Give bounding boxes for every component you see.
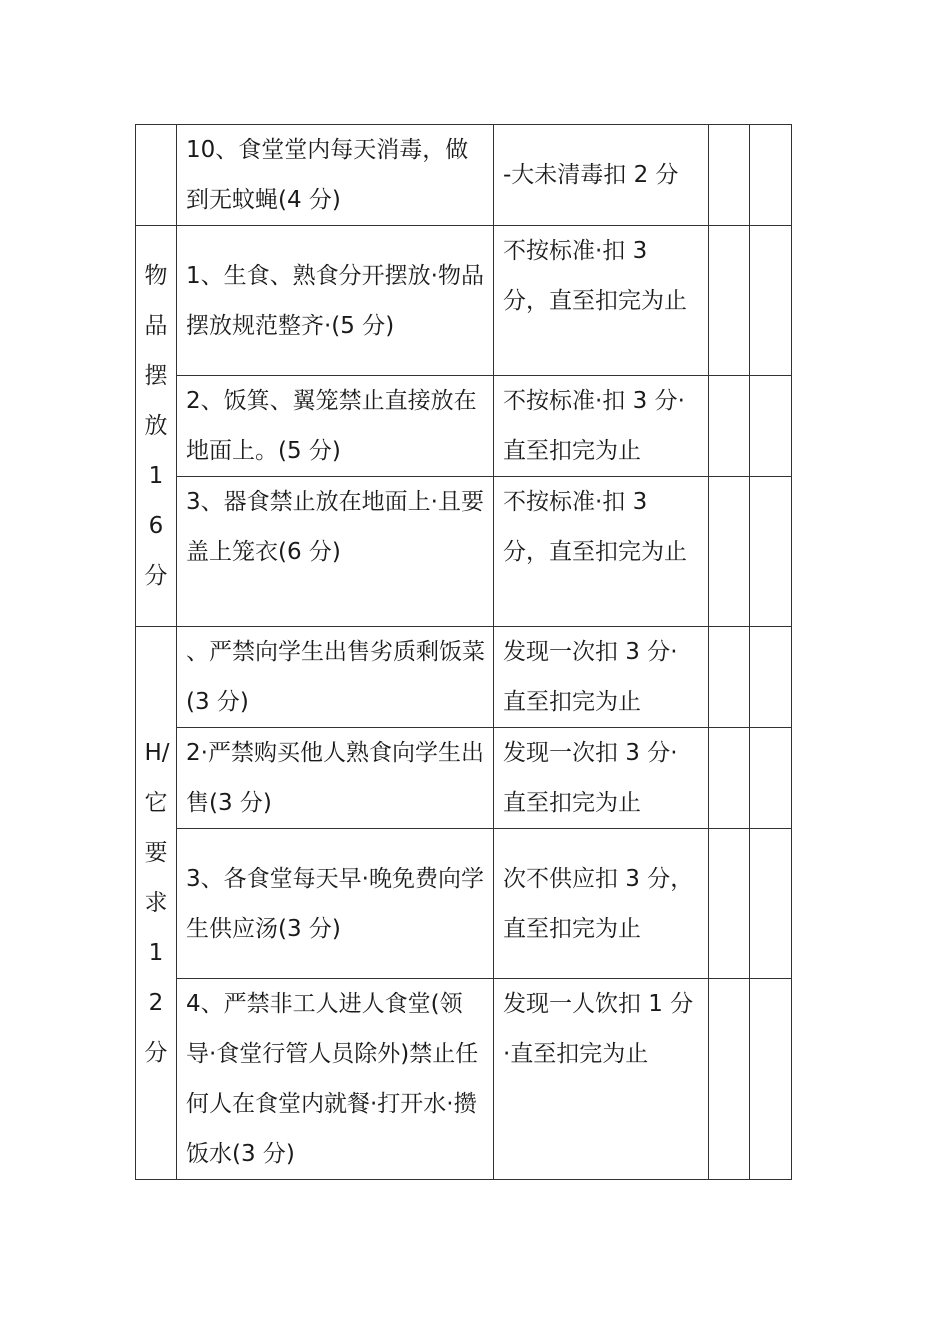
deduction-text: 发现一人饮扣 1 分·直至扣完为止 — [503, 991, 694, 1067]
category-label: 物品摆放16分 — [144, 263, 168, 589]
score-cell[interactable] — [709, 728, 750, 829]
deduction-cell — [494, 376, 709, 477]
score-cell[interactable] — [709, 829, 750, 979]
deduction-text: 次不供应扣 3 分，直至扣完为止 — [503, 865, 694, 942]
table-row — [136, 226, 792, 376]
deduction-text: 不按标准·扣 3 分·直至扣完为止 — [503, 388, 685, 464]
remark-cell[interactable] — [750, 627, 792, 728]
category-cell-item-placement — [136, 226, 177, 627]
category-cell-other-requirements — [136, 627, 177, 1180]
scoring-table — [135, 124, 792, 1180]
item-cell — [177, 125, 494, 226]
item-text: 1、生食、熟食分开摆放·物品摆放规范整齐·(5 分) — [186, 262, 484, 339]
deduction-text: -大未清毒扣 2 分 — [503, 162, 679, 188]
item-cell — [177, 829, 494, 979]
remark-cell[interactable] — [750, 728, 792, 829]
deduction-text: 发现一次扣 3 分·直至扣完为止 — [503, 740, 678, 816]
item-text: 4、严禁非工人进人食堂(领导·食堂行管人员除外)禁止任何人在食堂内就餐·打开水·攒饭水(3 分) — [186, 991, 479, 1167]
remark-cell[interactable] — [750, 829, 792, 979]
item-text: 3、器食禁止放在地面上·且要盖上笼衣(6 分) — [186, 489, 484, 565]
score-cell[interactable] — [709, 125, 750, 226]
remark-cell[interactable] — [750, 477, 792, 627]
item-cell — [177, 979, 494, 1180]
table-row — [136, 979, 792, 1180]
deduction-cell — [494, 477, 709, 627]
item-cell — [177, 627, 494, 728]
score-cell[interactable] — [709, 477, 750, 627]
deduction-cell — [494, 979, 709, 1180]
table-row — [136, 728, 792, 829]
item-text: 、严禁向学生出售劣质剩饭菜(3 分) — [186, 639, 485, 715]
item-cell — [177, 226, 494, 376]
score-cell[interactable] — [709, 376, 750, 477]
item-text: 2·严禁购买他人熟食向学生出售(3 分) — [186, 740, 484, 816]
deduction-text: 不按标准·扣 3 分，直至扣完为止 — [503, 238, 687, 314]
table-row — [136, 376, 792, 477]
remark-cell[interactable] — [750, 226, 792, 376]
table-row — [136, 627, 792, 728]
item-cell — [177, 477, 494, 627]
item-text: 2、饭箕、翼笼禁止直接放在地面上。(5 分) — [186, 388, 477, 464]
score-cell[interactable] — [709, 979, 750, 1180]
remark-cell[interactable] — [750, 979, 792, 1180]
deduction-cell — [494, 627, 709, 728]
score-cell[interactable] — [709, 627, 750, 728]
score-cell[interactable] — [709, 226, 750, 376]
deduction-cell — [494, 125, 709, 226]
deduction-cell — [494, 829, 709, 979]
remark-cell[interactable] — [750, 376, 792, 477]
deduction-cell — [494, 728, 709, 829]
remark-cell[interactable] — [750, 125, 792, 226]
deduction-text: 不按标准·扣 3 分，直至扣完为止 — [503, 489, 687, 565]
table-row — [136, 477, 792, 627]
item-cell — [177, 728, 494, 829]
item-text: 10、食堂堂内每天消毒，做到无蚊蝇(4 分) — [186, 137, 469, 213]
table-row — [136, 829, 792, 979]
deduction-cell — [494, 226, 709, 376]
deduction-text: 发现一次扣 3 分·直至扣完为止 — [503, 639, 678, 715]
table-row — [136, 125, 792, 226]
item-text: 3、各食堂每天早·晚免费向学生供应汤(3 分) — [186, 865, 484, 942]
item-cell — [177, 376, 494, 477]
category-label: H/它要求12分 — [144, 740, 170, 1066]
category-cell-empty — [136, 125, 177, 226]
